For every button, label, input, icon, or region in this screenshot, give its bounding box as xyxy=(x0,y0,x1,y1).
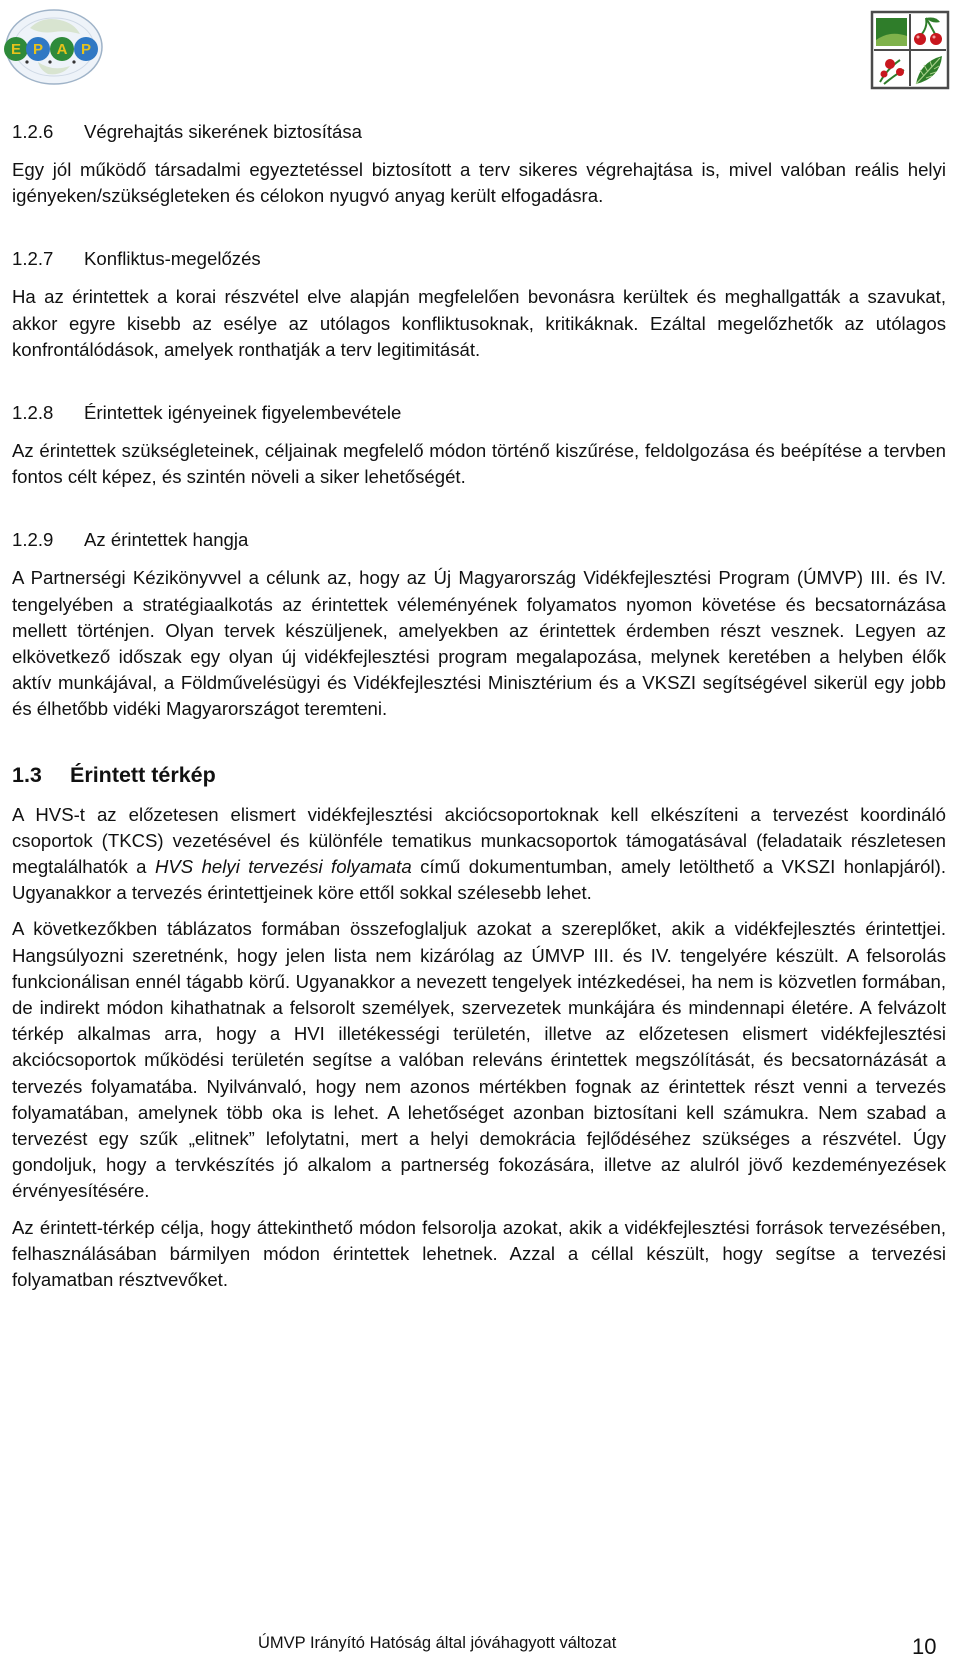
paragraph xyxy=(12,802,946,907)
section-title: Érintettek igényeinek figyelembevétele xyxy=(84,402,402,424)
paragraph: Az érintett-térkép célja, hogy áttekinthető módon felsorolja azokat, akik a vidékfejlesztési források tervezésében, felhasználásában bármilyen módon érintettek lehetnek. Azzal a céllal készült, hogy segítse a tervezési folyamatban résztvevőket. xyxy=(12,1216,946,1291)
epap-logo-icon xyxy=(0,6,108,88)
spacer xyxy=(12,363,946,401)
paragraph-text: A HVS-t az előzetesen elismert vidékfejlesztési akciócsoportoknak kell elkészíteni a tervezést koordináló csoportok (TKCS) vezetésével és különféle tematikus munkacsoportok támogatásával (feladataik részletesen megtalálhatók a xyxy=(12,803,946,878)
section-heading-1-2-7 xyxy=(12,247,946,271)
logo-letter-p2: P xyxy=(80,41,92,58)
spacer xyxy=(12,1205,946,1215)
section-number: 1.2.8 xyxy=(12,402,54,424)
epap-logo xyxy=(0,6,108,88)
section-heading-1-2-9 xyxy=(12,528,946,552)
section-heading-1-2-8 xyxy=(12,401,946,425)
spacer xyxy=(12,490,946,528)
page-footer xyxy=(0,1632,960,1661)
paragraph: A Partnerségi Kézikönyvvel a célunk az, hogy az Új Magyarország Vidékfejlesztési Program (ÚMVP) III. és IV. tengelyében a stratégiaalkotás az érintettek véleményének folyamatos nyomon követése és becsatornázása mellett történjen. Olyan tervek készüljenek, amelyekben az érintettek érdemben részt vesznek. Legyen az elkövetkező időszak egy olyan új vidékfejlesztési program megalapozása, melynek keretében a helyben élők aktív munkájával, a Földművelésügyi és Vidékfejlesztési Minisztérium és a VKSZI segítségével sikerül egy jobb és élhetőbb vidéki Magyarországot teremteni. xyxy=(12,567,946,720)
section-number: 1.2.6 xyxy=(12,121,54,142)
paragraph: A következőkben táblázatos formában összefoglaljuk azokat a szereplőket, akik a vidékfejlesztés érintettjei. Hangsúlyozni szeretnénk, hogy jelen lista nem kizárólag az ÚMVP III. és IV. tengelyére készült. A felsorolás funkcionálisan ennél tágabb körű. Ugyanakkor a nevezett tengelyek intézkedései, ha nem is közvetlen formában, de indirekt módon kihathatnak a felsorolt személyek, szervezetek munkájára és mindennapi életére. A felvázolt térkép alkalmas arra, hogy a HVI illetékességi területén, illetve az előzetesen elismert vidékfejlesztési akciócsoportok működési területén segítse a valóban releváns érintettek megszólítását, és becsatornázását a tervezés folyamatába. Nyilvánvaló, hogy nem azonos mértékben fognak az érintettek részt venni a tervezés folyamatában, amelynek több oka is lehet. A lehetőséget azonban biztosítani kell számukra. Nem szabad a tervezést egy szűk „elitnek” lefolytatni, mert a helyi demokrácia fejlődéséhez szükséges a részvétel. Úgy gondoljuk, hogy a tervkészítés jó alkalom a partnerség fokozására, illetve az alulról jövő kezdeményezések érvényesítésére. xyxy=(12,918,946,1202)
cherry-leaf-icon xyxy=(870,10,950,90)
section-heading-1-2-6 xyxy=(12,120,946,144)
paragraph-text: című dokumentumban, amely letölthető a VKSZI honlapjáról). Ugyanakkor a tervezés érintettjeinek köre ettől sokkal szélesebb lehet. xyxy=(12,856,946,904)
section-title: Konfliktus-megelőzés xyxy=(84,248,261,270)
section-title: Végrehajtás sikerének biztosítása xyxy=(84,121,363,142)
paragraph: Az érintettek szükségleteinek, céljainak megfelelő módon történő kiszűrése, feldolgozása és beépítése a tervben fontos célt képez, és szintén növeli a siker lehetőségét. xyxy=(12,440,946,488)
document-body xyxy=(12,120,946,1293)
document-title-reference: HVS helyi tervezési folyamata xyxy=(154,856,412,878)
logo-letter-e: E xyxy=(10,41,22,58)
logo-letter-a: A xyxy=(56,41,68,58)
section-heading-1-3 xyxy=(12,761,946,789)
cherry-leaf-emblem xyxy=(870,10,950,90)
paragraph: Ha az érintettek a korai részvétel elve alapján megfelelően bevonásra kerültek és meghallgatták a szavukat, akkor egyre kisebb az esélye az utólagos konfliktusoknak, kritikáknak. Ezáltal megelőzhetők az utólagos konfrontálódások, amelyek ronthatják a terv legitimitását. xyxy=(12,286,946,360)
section-title: Érintett térkép xyxy=(70,762,216,787)
section-number: 1.3 xyxy=(12,762,42,787)
page-number: 10 xyxy=(912,1634,937,1659)
logo-letter-p1: P xyxy=(32,41,44,58)
spacer xyxy=(12,723,946,761)
section-number: 1.2.7 xyxy=(12,248,54,270)
section-title: Az érintettek hangja xyxy=(84,529,249,551)
paragraph: Egy jól működő társadalmi egyeztetéssel biztosított a terv sikeres végrehajtása is, mivel valóban reális helyi igényeken/szükségleteken és célokon nyugvó anyag került elfogadásra. xyxy=(12,159,946,207)
spacer xyxy=(12,209,946,247)
spacer xyxy=(12,906,946,916)
footer-text: ÚMVP Irányító Hatóság által jóváhagyott változat xyxy=(258,1634,617,1652)
section-number: 1.2.9 xyxy=(12,529,54,551)
